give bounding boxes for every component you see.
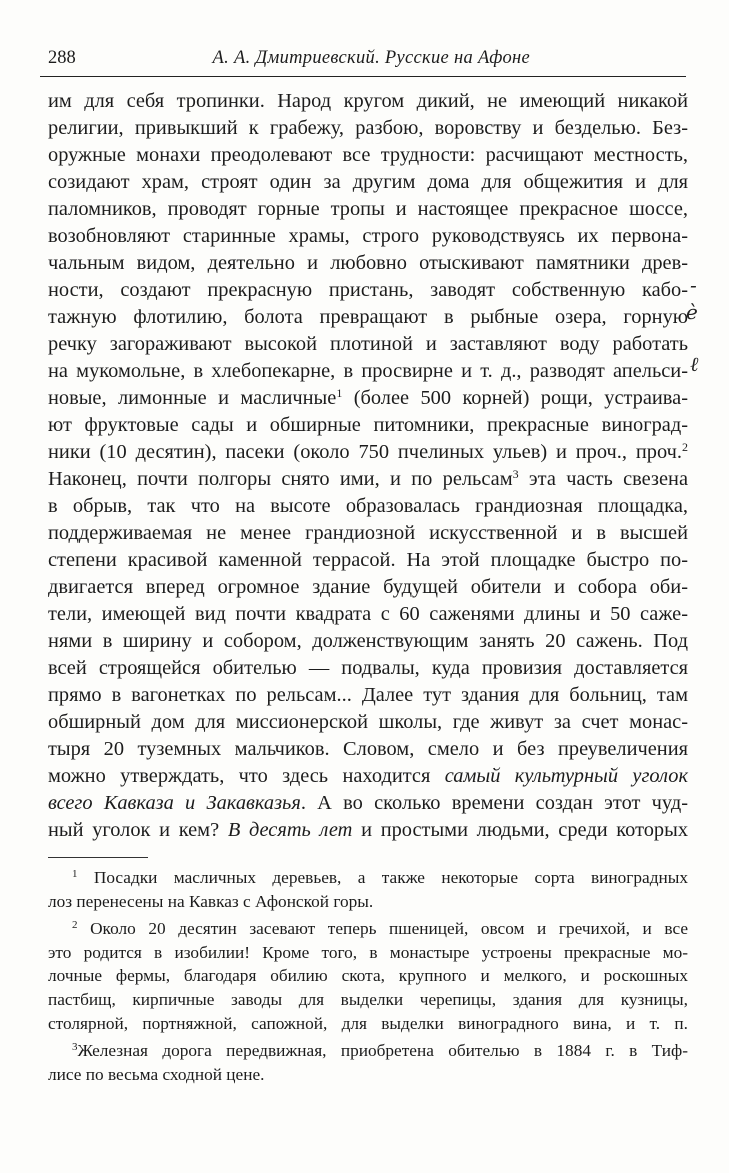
text-line [48,385,688,412]
footnote-number: 2 [72,919,78,932]
footnote-line: столярной, портняжной, сапожной, для выделки виноградного вина, и т. п. [48,1013,688,1033]
text-segment: новые, лимонные и масличные [48,387,337,409]
text-segment: можно утверждать, что здесь находится [48,765,445,787]
text-line: всей строящейся обителью — подвалы, куда провизия доставляется [48,657,688,679]
text-line: тыря 20 туземных мальчиков. Словом, смело и без преувеличения [48,738,688,760]
footnote-text: Посадки масличных деревьев, а также некоторые сорта виноградных [77,868,688,887]
footnote-number: 1 [72,868,78,880]
text-line [48,790,688,817]
page-number: 288 [48,48,76,68]
page-header [40,44,686,77]
footnote-number: 3 [72,1041,78,1054]
italic-emphasis: самый культурный уголок [444,765,688,787]
text-line: религии, привыкший к грабежу, разбою, воровству и безделью. Без- [48,117,688,139]
text-segment: ный уголок и кем? [48,819,228,841]
footnote-line: лоз перенесены на Кавказ с Афонской горы. [48,891,374,911]
footnote-1 [48,866,688,890]
footnote-3 [48,1039,688,1063]
footnote-2 [48,917,688,941]
italic-emphasis: В десять лет [227,819,353,841]
footnote-line: лочные фермы, благодаря обилию скота, крупного и мелкого, и роскошных [48,966,688,986]
text-segment: Наконец, почти полгоры снято ими, и по рельсам [48,468,513,490]
text-segment: эта часть свезена [518,468,688,490]
text-line [48,439,688,466]
text-line: возобновляют старинные храмы, строго руководствуясь их первона- [48,225,688,247]
text-line: на мукомольне, в хлебопекарне, в просвирне и т. д., разводят апельси- [48,360,688,382]
footnote-text: Около 20 десятин засевают теперь пшеницей, овсом и гречихой, и все [77,919,688,939]
text-line: тажную флотилию, болота превращают в рыбные озера, горную [48,306,688,328]
text-line: нями в ширину и собором, долженствующим занять 20 сажень. Под [48,630,688,652]
text-line: созидают храм, строят один за другим дома для общежития и для [48,171,688,193]
text-line: ют фруктовые сады и обширные питомники, прекрасные виноград- [48,414,688,436]
text-line: чальным видом, деятельно и любовно отыскивают памятники древ- [48,252,688,274]
text-line [48,817,688,844]
italic-emphasis: всего Кавказа и Закавказья [48,792,301,814]
footnote-line: пастбищ, кирпичные заводы для выделки черепицы, здания для кузницы, [48,989,688,1009]
text-line: им для себя тропинки. Народ кругом дикий, не имеющий никакой [48,90,688,112]
text-line: ности, создают прекрасную пристань, заводят собственную кабо- [48,279,688,301]
running-title: А. А. Дмитриевский. Русские на Афоне [212,48,530,68]
text-line: тели, имеющей вид почти квадрата с 60 саженями длины и 50 саже- [48,603,688,625]
footnotes [48,866,688,1086]
margin-annotation: ℓ [690,352,699,376]
text-segment: . А во сколько времени создан этот чуд- [300,792,688,814]
text-line: в обрыв, так что на высоте образовалась грандиозная площадка, [48,495,688,517]
margin-annotation: - [690,273,697,297]
text-line [48,466,688,493]
text-line: степени красивой каменной террасой. На этой площадке быстро по- [48,549,688,571]
text-segment: ники (10 десятин), пасеки (около 750 пчелиных ульев) и проч., проч. [48,441,682,463]
text-segment: (более 500 корней) рощи, устраива- [342,387,689,409]
text-segment: и простыми людьми, среди которых [352,819,689,841]
text-line: поддерживаемая не менее грандиозной искусственной и в высшей [48,522,688,544]
text-line: двигается вперед огромное здание будущей обители и собора оби- [48,576,688,598]
text-line: обширный дом для миссионерской школы, где живут за счет монас- [48,711,688,733]
text-line: речку загораживают высокой плотиной и заставляют воду работать [48,333,688,355]
text-line: прямо в вагонетках по рельсам... Далее тут здания для больниц, там [48,684,688,706]
footnote-text: Железная дорога передвижная, приобретена обителью в 1884 г. в Тиф- [77,1041,688,1061]
footnote-line: лисе по весьма сходной цене. [48,1064,265,1084]
margin-annotation: ѐ [686,300,698,324]
text-line: оружные монахи преодолевают все трудности: расчищают местность, [48,144,688,166]
footnote-ref-2[interactable]: 2 [682,440,688,454]
main-text [48,88,688,844]
text-line [48,763,688,790]
footnote-line: это родится в изобилии! Кроме того, в монастыре устроены прекрасные мо- [48,942,688,962]
footnote-divider [48,857,148,858]
footnote-ref-1[interactable]: 1 [336,386,343,400]
footnote-ref-3[interactable]: 3 [512,467,519,481]
text-line: паломников, проводят горные тропы и настоящее прекрасное шоссе, [48,198,688,220]
